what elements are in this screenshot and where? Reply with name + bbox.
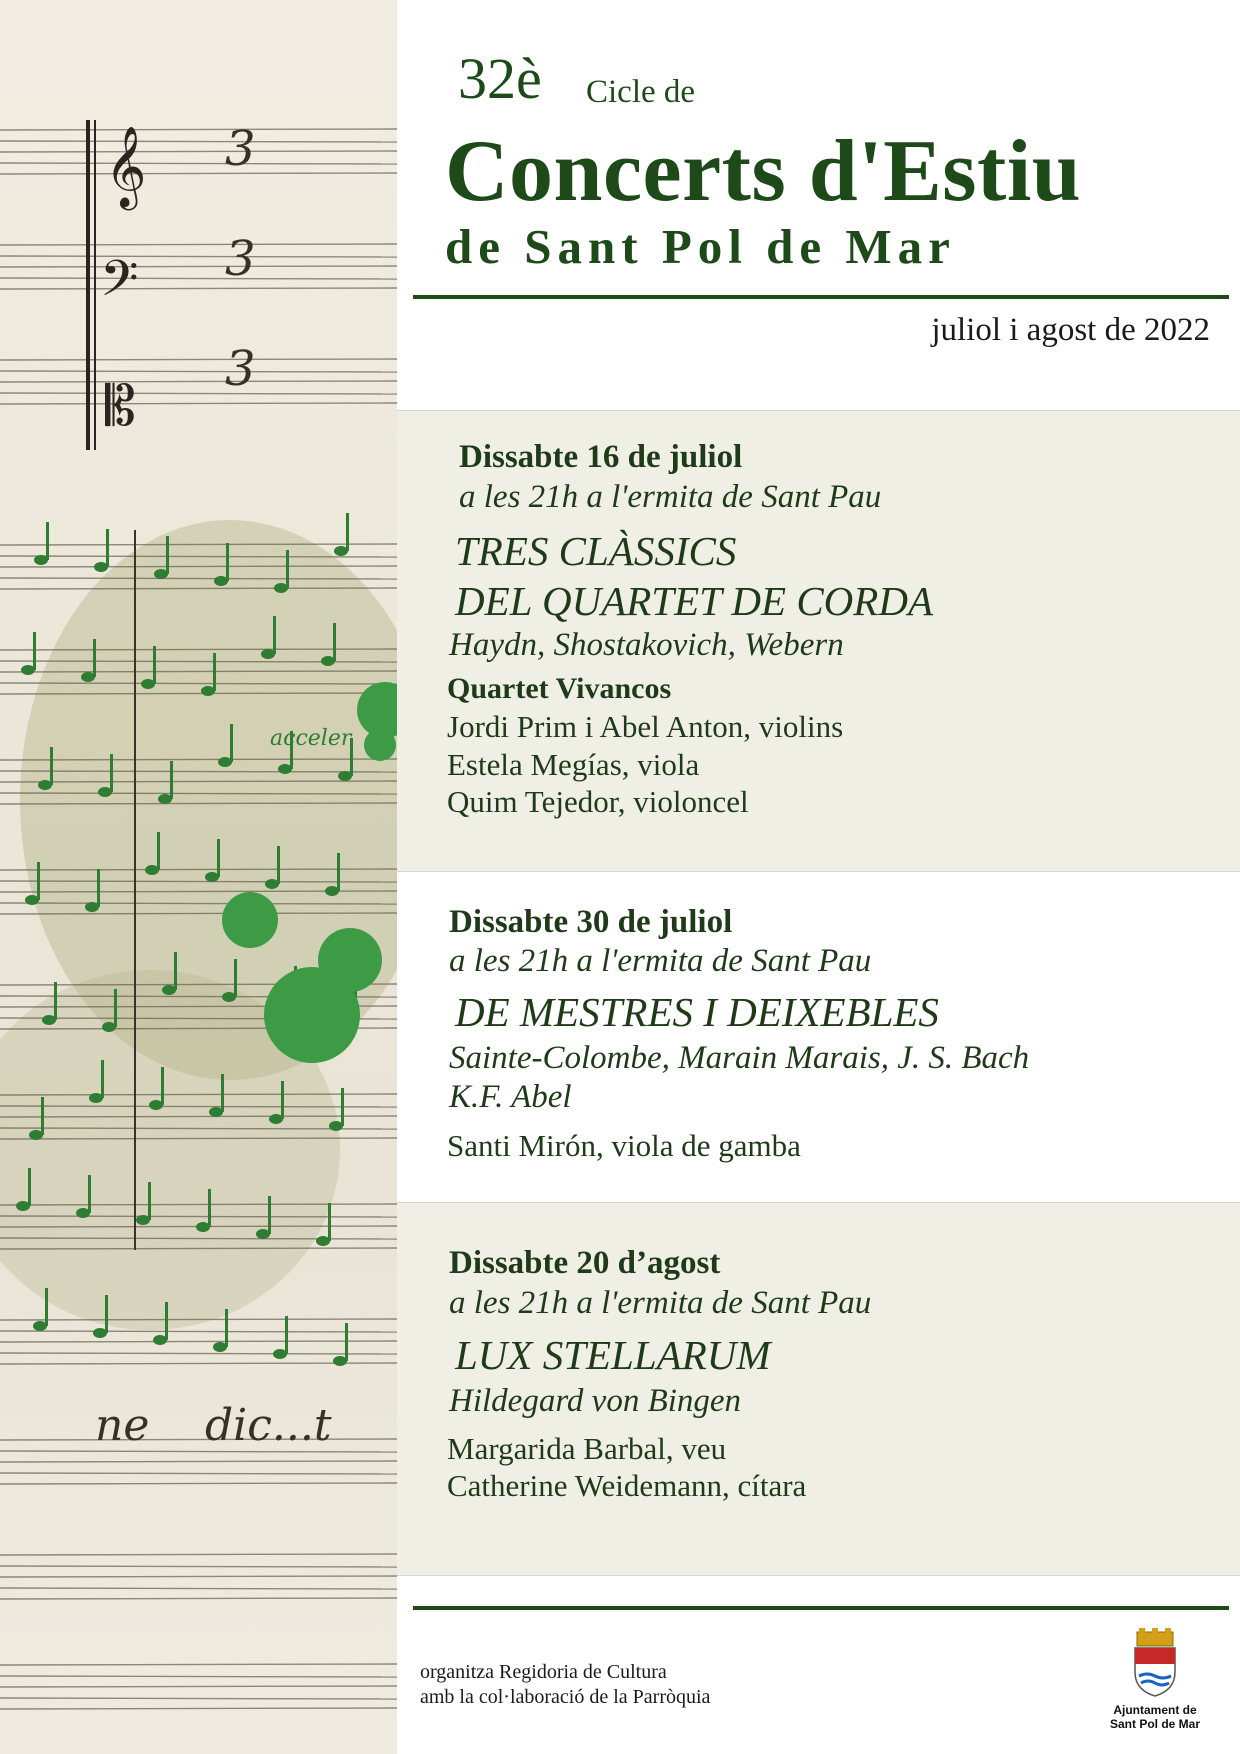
note-head <box>274 583 288 593</box>
note-stem <box>341 1088 344 1126</box>
staff-line <box>0 661 397 662</box>
note-head <box>16 1201 30 1211</box>
note-head <box>201 686 215 696</box>
note-head <box>334 546 348 556</box>
note-stem <box>345 1323 348 1361</box>
staff-line <box>0 544 397 545</box>
note-head <box>162 985 176 995</box>
svg-text:𝄡: 𝄡 <box>105 374 136 438</box>
footer-divider <box>413 1606 1229 1610</box>
performer-line: Margarida Barbal, veu <box>447 1431 727 1466</box>
note-stem <box>346 513 349 551</box>
note-head <box>273 1349 287 1359</box>
note-stem <box>97 869 100 907</box>
note-stem <box>281 1081 284 1119</box>
staff-line <box>0 1554 397 1555</box>
note-head <box>102 1022 116 1032</box>
note-stem <box>93 639 96 677</box>
note-head <box>29 1130 43 1140</box>
note-stem <box>153 646 156 684</box>
note-stem <box>208 1189 211 1227</box>
note-head <box>256 1229 270 1239</box>
performer-line: Catherine Weidemann, cítara <box>447 1468 807 1503</box>
note-stem <box>217 839 220 877</box>
note-stem <box>88 1175 91 1213</box>
concert-composers: Hildegard von Bingen <box>449 1383 742 1419</box>
staff-line <box>0 1353 397 1354</box>
note-stem <box>41 1097 44 1135</box>
town-council-logo <box>1100 1628 1210 1731</box>
staff-line <box>0 244 397 245</box>
note-stem <box>234 959 237 997</box>
staff-line <box>0 1676 397 1677</box>
staff-line <box>0 1686 397 1687</box>
staff-line <box>0 288 397 289</box>
note-head <box>278 764 292 774</box>
concert-venue: a les 21h a l'ermita de Sant Pau <box>449 943 872 979</box>
svg-text:dic...t: dic...t <box>205 1400 332 1451</box>
note-stem <box>225 1309 228 1347</box>
note-head <box>269 1114 283 1124</box>
concert-title: LUX STELLARUM <box>455 1332 771 1378</box>
staff-line <box>0 1588 397 1589</box>
staff-line <box>0 266 397 267</box>
note-head <box>196 1222 210 1232</box>
staff-line <box>0 151 397 152</box>
concert-venue: a les 21h a l'ermita de Sant Pau <box>459 479 882 515</box>
concert-panel-2 <box>397 870 1240 1200</box>
staff-line <box>0 1664 397 1665</box>
concert-composers: Sainte-Colombe, Marain Marais, J. S. Bach <box>449 1040 1030 1076</box>
note-head <box>93 1328 107 1338</box>
staff-line <box>0 141 397 142</box>
note-head <box>316 1236 330 1246</box>
logo-line: Ajuntament de <box>1113 1703 1197 1717</box>
concert-composers: K.F. Abel <box>449 1079 572 1115</box>
note-stem <box>50 747 53 785</box>
note-stem <box>114 989 117 1027</box>
concert-date: Dissabte 16 de juliol <box>459 439 743 475</box>
svg-text:3: 3 <box>225 231 256 287</box>
logo-line: Sant Pol de Mar <box>1109 1717 1201 1731</box>
note-head <box>265 879 279 889</box>
note-stem <box>45 1288 48 1326</box>
note-head <box>154 569 168 579</box>
svg-text:acceler: acceler <box>270 726 352 751</box>
staff-line <box>0 1473 397 1474</box>
note-stem <box>166 536 169 574</box>
staff-line <box>0 1598 397 1599</box>
note-head <box>34 555 48 565</box>
note-head <box>209 1107 223 1117</box>
staff-line <box>0 913 397 914</box>
note-stem <box>277 846 280 884</box>
staff-line <box>0 1341 397 1342</box>
note-stem <box>328 1203 331 1241</box>
staff-line <box>0 1461 397 1462</box>
note-head <box>94 562 108 572</box>
note-stem <box>174 952 177 990</box>
staff-line <box>0 671 397 672</box>
concert-date: Dissabte 20 d’agost <box>449 1245 721 1281</box>
note-stem <box>333 623 336 661</box>
note-stem <box>28 1168 31 1206</box>
concert-venue: a les 21h a l'ermita de Sant Pau <box>449 1285 872 1321</box>
page-subtitle: de Sant Pol de Mar <box>445 219 956 274</box>
festival-dates: juliol i agost de 2022 <box>931 312 1210 348</box>
note-stem <box>46 522 49 560</box>
note-head <box>76 1208 90 1218</box>
note-head <box>38 780 52 790</box>
note-head <box>153 1335 167 1345</box>
note-stem <box>157 832 160 870</box>
note-head <box>222 992 236 1002</box>
note-head <box>214 576 228 586</box>
edition-number: 32è <box>458 46 542 111</box>
svg-text:𝄞: 𝄞 <box>105 125 147 207</box>
note-head <box>213 1342 227 1352</box>
staff-line <box>0 566 397 567</box>
staff-line <box>0 793 397 794</box>
note-stem <box>213 653 216 691</box>
staff-line <box>0 403 397 404</box>
note-head <box>321 656 335 666</box>
staff-line <box>0 1576 397 1577</box>
concert-date: Dissabte 30 de juliol <box>449 904 733 940</box>
performer-line: Jordi Prim i Abel Anton, violins <box>447 709 844 744</box>
note-stem <box>286 550 289 588</box>
concert-title: DEL QUARTET DE CORDA <box>455 578 933 624</box>
staff-line <box>0 578 397 579</box>
staff-line <box>0 1319 397 1320</box>
concert-title: TRES CLÀSSICS <box>455 528 737 574</box>
staff-line <box>0 381 397 382</box>
note-head <box>85 902 99 912</box>
note-head <box>25 895 39 905</box>
note-stem <box>105 1295 108 1333</box>
svg-text:3: 3 <box>225 121 256 177</box>
staff-line <box>0 278 397 279</box>
note-stem <box>285 1316 288 1354</box>
organizer-line: amb la col·laboració de la Parròquia <box>420 1686 711 1708</box>
concert-composers: Haydn, Shostakovich, Webern <box>449 627 844 663</box>
note-head <box>325 886 339 896</box>
concert-panel-1 <box>397 410 1240 872</box>
note-stem <box>161 1067 164 1105</box>
staff-line <box>0 693 397 694</box>
performer-line: Estela Megías, viola <box>447 747 700 782</box>
note-stem <box>33 632 36 670</box>
staff-line <box>0 781 397 782</box>
note-stem <box>148 1182 151 1220</box>
note-stem <box>110 754 113 792</box>
note-head <box>218 757 232 767</box>
music-manuscript-image <box>0 0 397 1754</box>
note-stem <box>54 982 57 1020</box>
staff-line <box>0 359 397 360</box>
note-head <box>338 771 352 781</box>
note-head <box>205 872 219 882</box>
concert-panel-3 <box>397 1202 1240 1576</box>
note-stem <box>106 529 109 567</box>
concert-title: DE MESTRES I DEIXEBLES <box>455 989 939 1035</box>
note-head <box>329 1121 343 1131</box>
staff-line <box>0 1708 397 1709</box>
ensemble-name: Quartet Vivancos <box>447 672 672 705</box>
performer-line: Santi Mirón, viola de gamba <box>447 1128 801 1163</box>
note-head <box>141 679 155 689</box>
note-head <box>98 787 112 797</box>
staff-line <box>0 173 397 174</box>
note-head <box>136 1215 150 1225</box>
note-head <box>21 665 35 675</box>
performer-line: Quim Tejedor, violoncel <box>447 784 749 819</box>
note-stem <box>165 1302 168 1340</box>
staff-line <box>0 903 397 904</box>
staff-line <box>0 1331 397 1332</box>
staff-line <box>0 163 397 164</box>
svg-text:ne: ne <box>95 1400 150 1451</box>
note-stem <box>37 862 40 900</box>
staff-line <box>0 129 397 130</box>
note-head <box>333 1356 347 1366</box>
header-divider <box>413 295 1229 299</box>
staff-line <box>0 683 397 684</box>
cycle-label: Cicle de <box>586 74 696 110</box>
staff-line <box>0 1698 397 1699</box>
staff-line <box>0 588 397 589</box>
note-stem <box>101 1060 104 1098</box>
note-stem <box>273 616 276 654</box>
staff-line <box>0 759 397 760</box>
staff-line <box>0 1566 397 1567</box>
manuscript-drawing <box>0 0 397 1754</box>
staff-line <box>0 803 397 804</box>
staff-line <box>0 649 397 650</box>
organizer-credits <box>420 1660 710 1710</box>
note-head <box>261 649 275 659</box>
staff-line <box>0 771 397 772</box>
note-head <box>145 865 159 875</box>
staff-line <box>0 256 397 257</box>
note-head <box>89 1093 103 1103</box>
note-head <box>158 794 172 804</box>
note-stem <box>170 761 173 799</box>
staff-line <box>0 556 397 557</box>
note-head <box>33 1321 47 1331</box>
note-stem <box>337 853 340 891</box>
svg-text:𝄢: 𝄢 <box>100 250 139 320</box>
staff-line <box>0 1483 397 1484</box>
note-head <box>149 1100 163 1110</box>
staff-line <box>0 1451 397 1452</box>
note-stem <box>268 1196 271 1234</box>
note-head <box>81 672 95 682</box>
note-stem <box>221 1074 224 1112</box>
note-stem <box>226 543 229 581</box>
coat-of-arms-icon <box>1127 1628 1183 1698</box>
note-head <box>42 1015 56 1025</box>
staff-line <box>0 1439 397 1440</box>
organizer-line: organitza Regidoria de Cultura <box>420 1661 667 1683</box>
note-stem <box>230 724 233 762</box>
svg-text:3: 3 <box>225 341 256 397</box>
staff-line <box>0 371 397 372</box>
staff-line <box>0 393 397 394</box>
page-title: Concerts d'Estiu <box>445 123 1082 220</box>
